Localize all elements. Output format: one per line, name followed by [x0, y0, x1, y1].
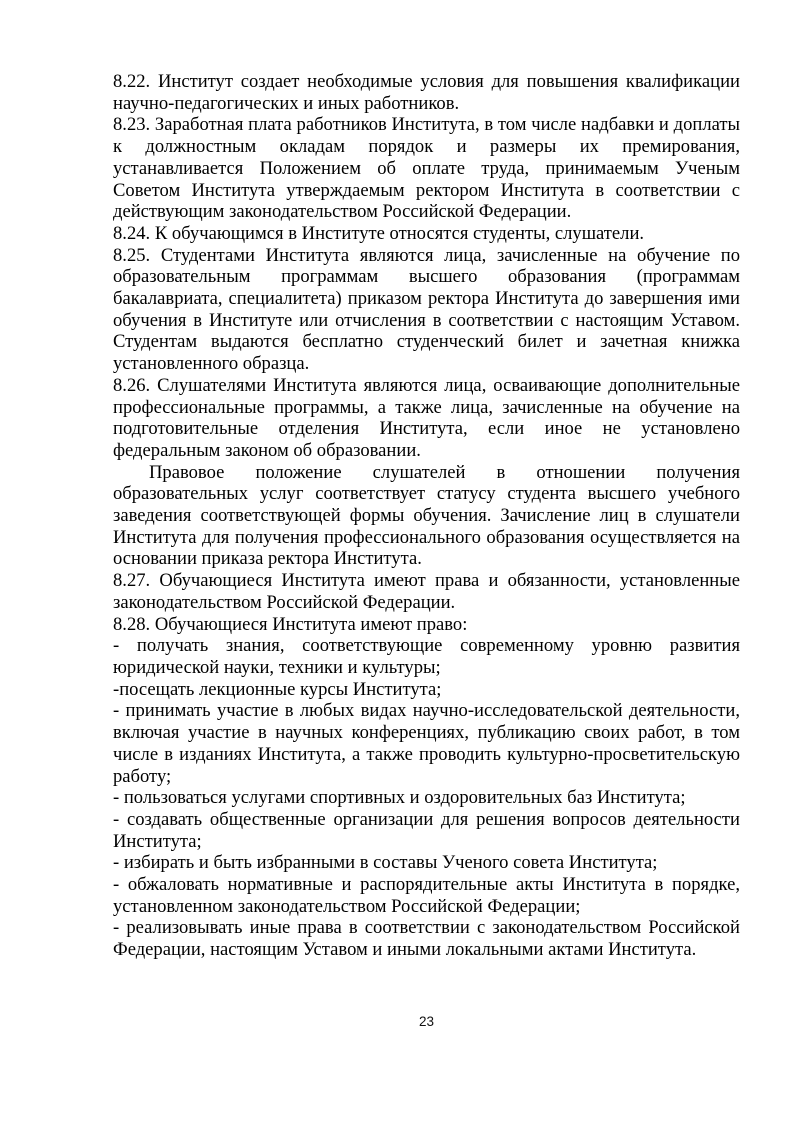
- rights-list-item: - реализовывать иные права в соответствии с законодательством Российской Федерации, настоящим Уставом и иными локальными актами Института.: [113, 917, 740, 961]
- page-number: 23: [418, 1014, 435, 1029]
- clause-8-28: 8.28. Обучающиеся Института имеют право:: [113, 613, 468, 635]
- rights-list-item: -посещать лекционные курсы Института;: [113, 678, 442, 700]
- rights-list-item: - получать знания, соответствующие современному уровню развития юридической науки, техники и культуры;: [113, 635, 740, 678]
- charter-text-block: [113, 71, 740, 961]
- clause-8-26: 8.26. Слушателями Института являются лица, осваивающие дополнительные профессиональные программы, а также лица, зачисленные на обучение на подготовительные отделения Института, если иное не установлено федеральным законом об образовании.: [113, 374, 740, 461]
- clause-8-22: 8.22. Институт создает необходимые условия для повышения квалификации научно-педагогических и иных работников.: [113, 71, 740, 114]
- rights-list-item: - принимать участие в любых видах научно-исследовательской деятельности, включая участие в научных конференциях, публикацию своих работ, в том числе в изданиях Института, а также проводить культурно-просветительскую работу;: [113, 700, 740, 787]
- rights-list-item: - обжаловать нормативные и распорядительные акты Института в порядке, установленном законодательством Российской Федерации;: [113, 874, 740, 917]
- rights-list-item: - пользоваться услугами спортивных и оздоровительных баз Института;: [113, 787, 686, 809]
- clause-8-25: 8.25. Студентами Института являются лица, зачисленные на обучение по образовательным программам высшего образования (программам бакалавриата, специалитета) приказом ректора Института до завершения ими обучения в Институте или отчисления в соответствии с настоящим Уставом. Студентам выдаются бесплатно студенческий билет и зачетная книжка установленного образца.: [113, 244, 740, 375]
- rights-list-item: - избирать и быть избранными в составы Ученого совета Института;: [113, 852, 658, 874]
- clause-8-26-note: Правовое положение слушателей в отношении получения образовательных услуг соответствует статусу студента высшего учебного заведения соответствующей формы обучения. Зачисление лиц в слушатели Института для получения профессионального образования осуществляется на основании приказа ректора Института.: [113, 461, 740, 570]
- clause-8-27: 8.27. Обучающиеся Института имеют права и обязанности, установленные законодательством Российской Федерации.: [113, 570, 740, 613]
- clause-8-23: 8.23. Заработная плата работников Института, в том числе надбавки и доплаты к должностным окладам порядок и размеры их премирования, устанавливается Положением об оплате труда, принимаемым Ученым Советом Института утверждаемым ректором Института в соответствии с действующим законодательством Российской Федерации.: [113, 114, 740, 223]
- rights-list-item: - создавать общественные организации для решения вопросов деятельности Института;: [113, 808, 740, 852]
- clause-8-24: 8.24. К обучающимся в Институте относятся студенты, слушатели.: [113, 222, 645, 244]
